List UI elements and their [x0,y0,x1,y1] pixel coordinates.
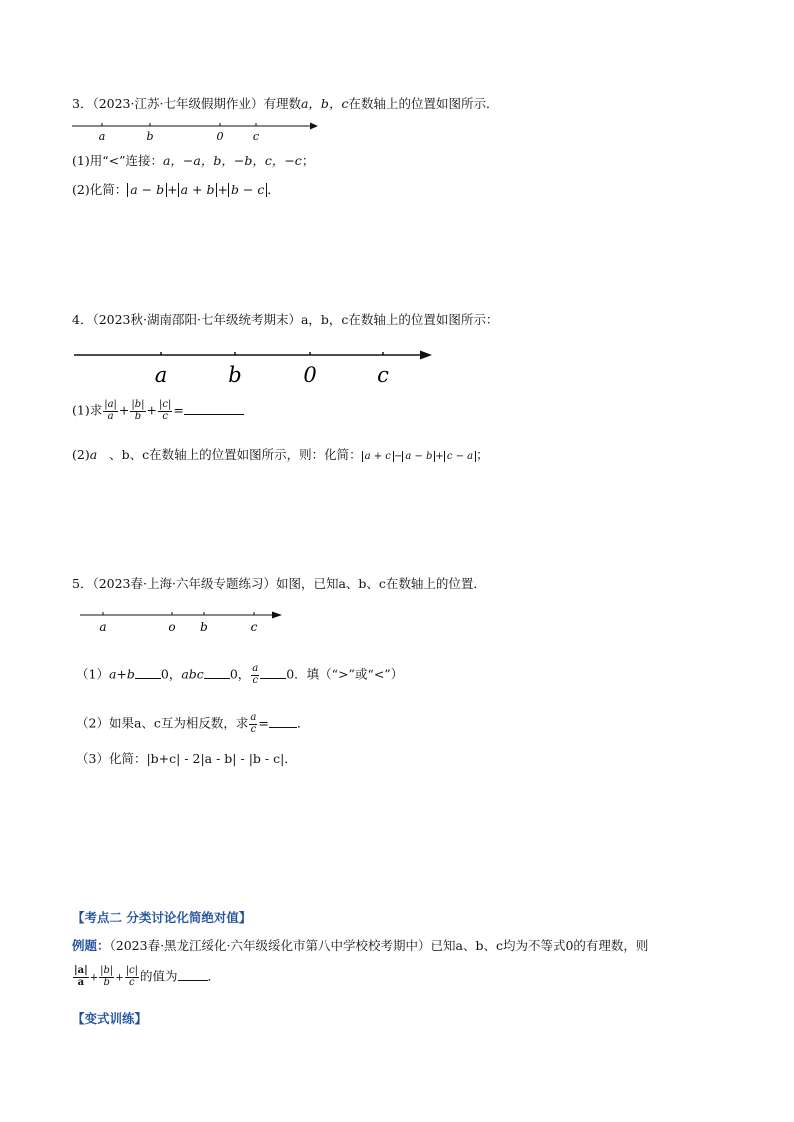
plus-sign: + [167,182,178,197]
q4-axis-label-a: a [154,363,168,387]
q5-part1-fraction: $\frac{a}{c}$ [252,663,259,686]
example-tail: 的值为 [140,968,178,984]
q3-abs-term-1: a − b [127,183,167,197]
q3-part2 [72,182,280,198]
q4-axis-label-c: c [377,363,389,387]
q3-axis-label-c: c [252,130,260,143]
q4-part2-var-a: a [89,447,98,462]
q5-part1 [76,664,403,686]
example-label: 例题： [72,938,110,953]
q5-number: 5． [72,576,93,591]
q5-part3-label: （3）化简： [76,751,147,766]
q4-source: （2023秋·湖南邵阳·七年级统考期末） [92,312,301,327]
equals-sign: = [258,715,269,731]
q3-part2-end: ． [267,182,280,197]
q4-fraction-c: $\frac{|c|}{c}$ [159,399,172,422]
q4-part2-end: ； [476,447,489,462]
q5-part2-fraction: $\frac{a}{c}$ [250,712,257,735]
q3-source: （2023·江苏·七年级假期作业） [92,96,264,111]
q3-vars: a，b，c [300,96,349,111]
q4-abs-term-2: a − b [402,451,435,462]
q5-part2-end: ． [296,715,310,731]
q5-part1-zero-2: 0， [229,666,251,682]
q5-part2-label: （2）如果a、c互为相反数，求 [76,715,249,731]
q5-part2 [76,713,309,735]
equals-sign: = [173,402,184,418]
q5-axis-label-o: o [168,620,176,634]
example-line [72,938,648,954]
q5-part1-zero-1: 0， [160,666,182,682]
q5-part1-expr-a: a+b [108,666,135,682]
example-fraction-c: $\frac{|c|}{c}$ [125,965,139,988]
q5-axis-label-a: a [99,620,107,634]
example-fraction-a: $\frac{|a|}{a}$ [74,965,88,988]
q4-abs-term-1: a + c [362,451,394,462]
q3-number: 3． [72,96,93,111]
example-fraction-b: $\frac{|b|}{b}$ [100,965,114,988]
q5-part1-label: （1） [76,666,109,682]
q3-part1-end: ； [301,153,315,168]
q3-text-a: 有理数 [263,96,301,111]
q4-title [72,312,498,328]
minus-sign: − [393,451,403,462]
answer-blank [178,968,208,981]
q3-number-line [72,118,332,148]
answer-blank [260,666,286,679]
section-heading: 【考点二 分类讨论化简绝对值】 [72,910,252,925]
q3-axis-label-zero: 0 [216,130,224,143]
q4-part1 [72,400,244,422]
example-text: （2023春·黑龙江绥化·六年级绥化市第八中学校校考期中）已知a、b、c均为不等式0的有理数，则 [109,938,649,953]
q5-part1-expr-b: abc [181,666,204,682]
q4-abs-term-3: c − a [444,451,476,462]
q4-part2-label: (2) [72,447,90,462]
q3-part1-label: (1)用“<”连接： [72,153,163,168]
q4-text: a，b，c在数轴上的位置如图所示： [300,312,499,327]
q5-axis-label-c: c [250,620,258,634]
q4-part2 [72,447,489,463]
answer-blank [184,402,244,415]
q3-part1-expr: a，−a，b，−b，c，−c [162,153,302,168]
q4-fraction-b: $\frac{|b|}{b}$ [131,399,145,422]
q4-part1-label: (1)求 [72,402,103,418]
q4-part2-text: 、b、c在数轴上的位置如图所示，则：化简： [109,447,362,462]
q3-abs-term-2: a + b [178,183,218,197]
plus-sign: + [435,451,444,462]
q4-fraction-a: $\frac{|a|}{a}$ [104,399,117,422]
plus-sign: + [115,972,124,984]
q3-text-b: 在数轴上的位置如图所示． [348,96,499,111]
q5-part3-expr: |b+c| - 2|a - b| - |b - c|． [146,751,297,766]
q5-axis-label-b: b [200,620,208,634]
q4-number-line [74,345,444,390]
answer-blank [135,666,161,679]
q3-axis-label-b: b [146,130,154,143]
q5-title [72,576,486,592]
q4-number: 4． [72,312,93,327]
q5-source: （2023春·上海·六年级专题练习） [92,576,276,591]
q5-text: 如图，已知a、b、c在数轴上的位置． [275,576,486,591]
answer-blank [204,666,230,679]
q4-axis-label-zero: 0 [303,363,317,387]
q4-axis-label-b: b [228,363,242,387]
training-heading: 【变式训练】 [72,1011,148,1026]
q5-part1-zero-3: 0．填（“>”或“<”） [286,666,404,682]
answer-blank [269,715,297,728]
example-expression [72,966,220,988]
q3-axis-label-a: a [98,130,106,143]
example-tail-end: ． [207,968,221,984]
q3-title [72,96,498,112]
plus-sign: + [217,182,228,197]
q3-abs-term-3: b − c [228,183,267,197]
plus-sign: + [89,972,99,984]
plus-sign: + [118,402,130,418]
q5-number-line [80,609,290,639]
plus-sign: + [146,402,158,418]
q3-part2-label: (2)化简： [72,182,128,197]
q5-part3 [76,751,297,767]
q3-part1 [72,153,314,169]
